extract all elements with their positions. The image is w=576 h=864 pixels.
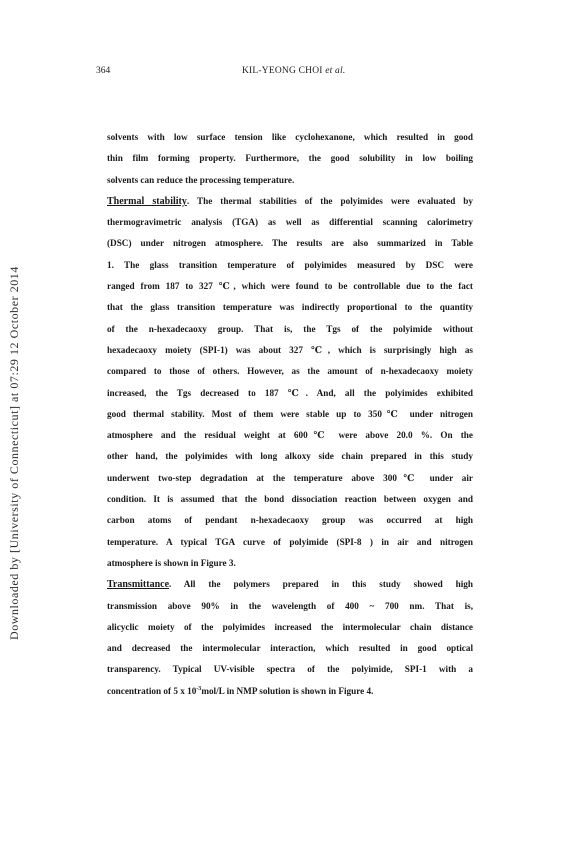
exponent: -3 (196, 685, 202, 692)
text-line: thermogravimetric analysis (TGA) as well as differential scanning calorimetry (107, 217, 473, 228)
text-line: underwent two-step degradation at the temperature above 300℃ under air (107, 472, 473, 483)
text-line: of the n-hexadecaoxy group. That is, the Tgs of the polyimide without (107, 323, 473, 334)
running-head-etal: et al. (325, 66, 346, 76)
text-line (107, 681, 473, 702)
text-line: condition. It is assumed that the bond dissociation reaction between oxygen and (107, 494, 473, 505)
text-line: carbon atoms of pendant n-hexadecaoxy group was occurred at high (107, 515, 473, 526)
text-line: atmosphere and the residual weight at 600℃ were above 20.0 %. On the (107, 430, 473, 441)
body-text (107, 127, 473, 702)
text-line: compared to those of others. However, as the amount of n-hexadecaoxy moiety (107, 366, 473, 377)
text-line: solvents can reduce the processing temperature. (107, 174, 295, 185)
text-fragment: mol/L in NMP solution is shown in Figure 4. (201, 685, 374, 696)
text-line: (DSC) under nitrogen atmosphere. The results are also summarized in Table (107, 238, 473, 249)
text-line: transparency. Typical UV-visible spectra of the polyimide, SPI-1 with a (107, 664, 473, 675)
text-line: alicyclic moiety of the polyimides increased the intermolecular chain distance (107, 621, 473, 632)
text-line: increased, the Tgs decreased to 187 ℃. And, all the polyimides exhibited (107, 387, 473, 398)
page-header (96, 66, 486, 82)
text-line: temperature. A typical TGA curve of polyimide (SPI-8 ) in air and nitrogen (107, 536, 473, 547)
text-line: 1. The glass transition temperature of polyimides measured by DSC were (107, 259, 473, 270)
text-line: hexadecaoxy moiety (SPI-1) was about 327 ℃, which is surprisingly high as (107, 344, 473, 355)
text-line: other hand, the polyimides with long alkoxy side chain prepared in this study (107, 451, 473, 462)
text-line: good thermal stability. Most of them were stable up to 350℃ under nitrogen (107, 408, 473, 419)
transmittance-first-line (107, 574, 473, 595)
text-line: ranged from 187 to 327 ℃, which were found to be controllable due to the fact (107, 281, 473, 292)
text-line: and decreased the intermolecular interaction, which resulted in good optical (107, 643, 473, 654)
text-line: that the glass transition temperature was indirectly proportional to the quantity (107, 302, 473, 313)
page-number: 364 (96, 66, 111, 76)
text-line: thin film forming property. Furthermore, the good solubility in low boiling (107, 153, 473, 164)
running-head (242, 66, 345, 76)
text-fragment: concentration of 5 x 10 (107, 685, 197, 696)
running-head-authors: KIL-YEONG CHOI (242, 66, 323, 76)
transmittance-heading: Transmittance (107, 579, 170, 591)
text-fragment: . All the polymers prepared in this study showed high (169, 579, 473, 590)
text-line: solvents with low surface tension like cyclohexanone, which resulted in good (107, 132, 473, 142)
download-watermark: Downloaded by [University of Connecticut] at 07:29 12 October 2014 (7, 266, 21, 640)
thermal-stability-heading: Thermal stability (107, 195, 187, 207)
thermal-stability-first-line (107, 191, 473, 212)
text-fragment: . The thermal stabilities of the polyimides were evaluated by (186, 195, 473, 206)
text-line: atmosphere is shown in Figure 3. (107, 557, 236, 568)
text-line: transmission above 90% in the wavelength of 400 ~ 700 nm. That is, (107, 600, 473, 611)
